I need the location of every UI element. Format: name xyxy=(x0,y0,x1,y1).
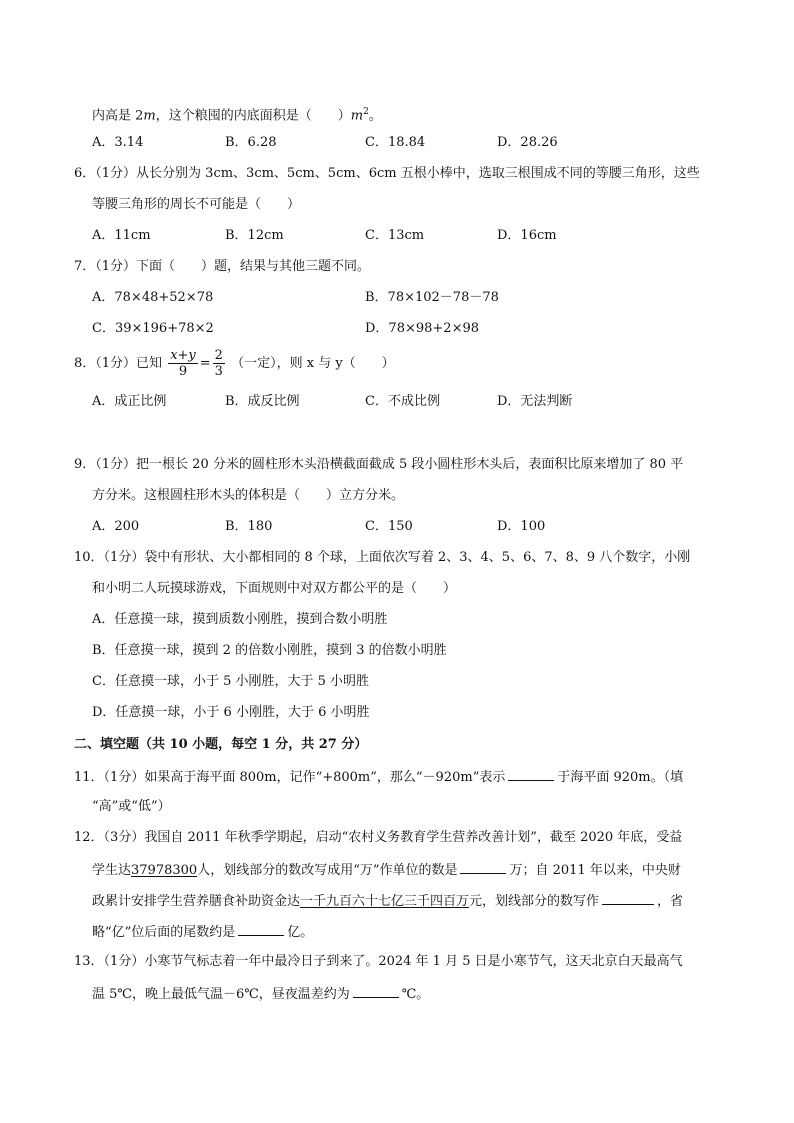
q8-equals: = xyxy=(199,356,211,371)
q6-option-b: B．12cm xyxy=(225,228,284,243)
q12-answer-blank-3[interactable] xyxy=(238,922,284,936)
q5-option-c: C．18.84 xyxy=(365,135,426,150)
q11-text-a: 11．（1分）如果高于海平面 800m，记作“+800m”，那么“－920m”表示 xyxy=(74,770,506,785)
q8-option-d: D．无法判断 xyxy=(497,394,573,409)
q8-fraction-1-numerator: x+y xyxy=(170,348,196,363)
q10-option-d: D．任意摸一球，小于 6 小刚胜，大于 6 小明胜 xyxy=(92,705,370,720)
question-10-line-1: 10．（1分）袋中有形状、大小都相同的 8 个球，上面依次写着 2、3、4、5、6、7、8、9 八个数字，小刚 xyxy=(74,550,691,565)
q5-superscript: 2 xyxy=(363,107,369,117)
q8-option-c: C．不成比例 xyxy=(365,394,440,409)
question-10-line-2: 和小明二人玩摸球游戏，下面规则中对双方都公平的是（ ） xyxy=(92,581,457,596)
q8-fraction-2 xyxy=(213,348,225,379)
question-12-line-4 xyxy=(92,922,313,942)
q8-fraction-2-denominator: 3 xyxy=(214,364,223,379)
q6-option-c: C．13cm xyxy=(365,228,425,243)
question-12-line-2 xyxy=(92,860,681,880)
question-11-line-1 xyxy=(74,767,683,787)
q8-fraction-1 xyxy=(168,348,198,379)
question-12-line-1: 12．（3分）我国自 2011 年秋季学期起，启动“农村义务教育学生营养改善计划”，截至 2020 年底，受益 xyxy=(74,830,683,845)
q11-answer-blank[interactable] xyxy=(508,767,554,781)
q12-underlined-number: 37978300 xyxy=(131,863,198,878)
q5-text-b: ，这个粮囤的内底面积是（ ） xyxy=(155,108,351,124)
q13-text-b: ℃。 xyxy=(401,987,430,1002)
q9-option-d: D．100 xyxy=(497,519,546,534)
q8-fraction-1-denominator: 9 xyxy=(178,364,188,379)
q12-text-e: 元，划线部分的数写作 xyxy=(469,894,600,909)
question-11-line-2: “高”或“低”） xyxy=(92,799,171,814)
q5-unit-m: m xyxy=(143,108,156,124)
question-9-line-1: 9．（1分）把一根长 20 分米的圆柱形木头沿横截面截成 5 段小圆柱形木头后，表面积比原来增加了 80 平 xyxy=(74,457,684,472)
q5-text-a: 内高是 2 xyxy=(92,108,144,124)
q12-answer-blank-2[interactable] xyxy=(602,891,654,905)
q8-fraction-2-numerator: 2 xyxy=(214,348,223,363)
q8-suffix: （一定），则 x 与 y（ ） xyxy=(231,356,395,371)
q8-prefix: 8．（1分）已知 xyxy=(74,356,163,371)
q6-option-d: D．16cm xyxy=(497,228,557,243)
q7-option-a: A．78×48+52×78 xyxy=(92,290,214,305)
q12-underlined-words: 一千九百六十七亿三千四百万 xyxy=(300,894,470,909)
q12-text-g: 略“亿”位后面的尾数约是 xyxy=(92,925,236,940)
question-9-line-2: 方分米。这根圆柱形木头的体积是（ ）立方分米。 xyxy=(92,488,405,503)
question-6-line-1: 6．（1分）从长分别为 3cm、3cm、5cm、5cm、6cm 五根小棒中，选取三根围成不同的等腰三角形，这些 xyxy=(74,166,700,181)
q6-option-a: A．11cm xyxy=(92,228,151,243)
question-8-line-1 xyxy=(74,346,395,382)
q7-option-c: C．39×196+78×2 xyxy=(92,321,214,336)
q13-answer-blank[interactable] xyxy=(353,984,399,998)
q7-option-d: D．78×98+2×98 xyxy=(365,321,479,336)
q12-answer-blank-1[interactable] xyxy=(460,860,506,874)
q10-option-c: C．任意摸一球，小于 5 小刚胜，大于 5 小明胜 xyxy=(92,674,370,689)
q12-text-b: 人，划线部分的数改写成用“万”作单位的数是 xyxy=(197,863,458,878)
q12-text-d: 政累计安排学生营养膳食补助资金达 xyxy=(92,894,301,909)
q7-option-b: B．78×102－78－78 xyxy=(365,290,499,305)
question-13-line-1: 13．（1分）小寒节气标志着一年中最冷日子到来了。2024 年 1 月 5 日是小寒节气，这天北京白天最高气 xyxy=(74,954,683,969)
q8-option-b: B．成反比例 xyxy=(225,394,300,409)
q5-option-a: A．3.14 xyxy=(92,135,144,150)
q5-option-d: D．28.26 xyxy=(497,135,558,150)
q13-text-a: 温 5℃，晚上最低气温－6℃，昼夜温差约为 xyxy=(92,987,350,1002)
q5-text-end: 。 xyxy=(368,108,382,124)
question-7-line-1: 7．（1分）下面（ ）题，结果与其他三题不同。 xyxy=(74,259,371,274)
q12-text-h: 亿。 xyxy=(287,925,314,940)
q9-option-b: B．180 xyxy=(225,519,273,534)
q5-unit-m2: m xyxy=(350,108,364,124)
q11-text-b: 于海平面 920m。（填 xyxy=(557,770,684,785)
q9-option-a: A．200 xyxy=(92,519,140,534)
q10-option-a: A．任意摸一球，摸到质数小刚胜，摸到合数小明胜 xyxy=(92,612,388,627)
q12-text-a: 学生达 xyxy=(92,863,132,878)
q8-option-a: A．成正比例 xyxy=(92,394,167,409)
question-6-line-2: 等腰三角形的周长不可能是（ ） xyxy=(92,197,301,212)
q5-option-b: B．6.28 xyxy=(225,135,277,150)
question-12-line-3 xyxy=(92,891,683,911)
q10-option-b: B．任意摸一球，摸到 2 的倍数小刚胜，摸到 3 的倍数小明胜 xyxy=(92,643,447,658)
q12-text-f: ，省 xyxy=(657,894,684,909)
q9-option-c: C．150 xyxy=(365,519,413,534)
question-13-line-2 xyxy=(92,984,429,1004)
q12-text-c: 万；自 2011 年以来，中央财 xyxy=(509,863,681,878)
section-2-heading: 二、填空题（共 10 小题，每空 1 分，共 27 分） xyxy=(74,737,368,752)
question-5-continuation xyxy=(92,103,382,125)
